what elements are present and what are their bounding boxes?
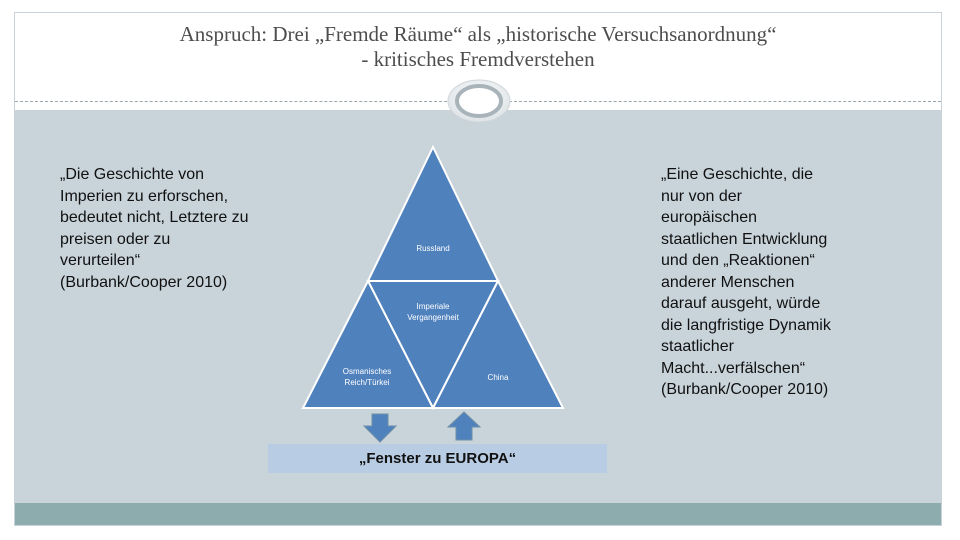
label-right: China xyxy=(487,373,509,382)
quote-left-line: preisen oder zu xyxy=(60,230,171,248)
circle-ornament-icon xyxy=(446,76,512,124)
quote-left-line: verurteilen“ xyxy=(60,252,141,269)
quote-right-line: die langfristige Dynamik xyxy=(661,316,831,334)
label-center-line-2: Vergangenheit xyxy=(407,313,459,322)
window-label: „Fenster zu EUROPA“ xyxy=(358,450,517,467)
quote-right-line: staatlichen Entwicklung xyxy=(661,230,828,248)
label-center-line-1: Imperiale xyxy=(416,302,450,311)
quote-right-line: staatlicher xyxy=(661,338,734,355)
arrow-up-icon xyxy=(446,411,482,441)
triangle-diagram xyxy=(300,140,580,470)
title-line-2: - kritisches Fremdverstehen xyxy=(361,47,595,71)
quote-right-line: anderer Menschen xyxy=(661,273,795,291)
quote-left xyxy=(60,164,285,293)
slide-title xyxy=(15,22,941,72)
quote-right-line: „Eine Geschichte, die xyxy=(661,166,814,183)
quote-right-line: europäischen xyxy=(661,209,758,226)
triangle-top xyxy=(368,147,498,281)
window-to-europe-box xyxy=(268,444,607,473)
quote-left-line: „Die Geschichte von xyxy=(60,166,205,183)
quote-right-line: nur von der xyxy=(661,187,742,205)
label-left-line-1: Osmanisches xyxy=(342,367,392,376)
quote-left-line: (Burbank/Cooper 2010) xyxy=(60,273,228,291)
label-left-line-2: Reich/Türkei xyxy=(344,378,390,387)
quote-right-line: und den „Reaktionen“ xyxy=(661,252,815,269)
bottom-bar xyxy=(15,503,941,525)
quote-right-line: (Burbank/Cooper 2010) xyxy=(661,381,829,398)
quote-right-line: Macht...verfälschen“ xyxy=(661,359,806,377)
quote-right xyxy=(661,164,871,401)
quote-right-line: darauf ausgeht, würde xyxy=(661,295,821,312)
quote-left-line: bedeutet nicht, Letztere zu xyxy=(60,209,249,226)
label-top: Russland xyxy=(416,244,450,253)
title-line-1: Anspruch: Drei „Fremde Räume“ als „historische Versuchsanordnung“ xyxy=(179,22,777,46)
quote-left-line: Imperien zu erforschen, xyxy=(60,187,229,205)
arrow-down-icon xyxy=(362,413,398,443)
